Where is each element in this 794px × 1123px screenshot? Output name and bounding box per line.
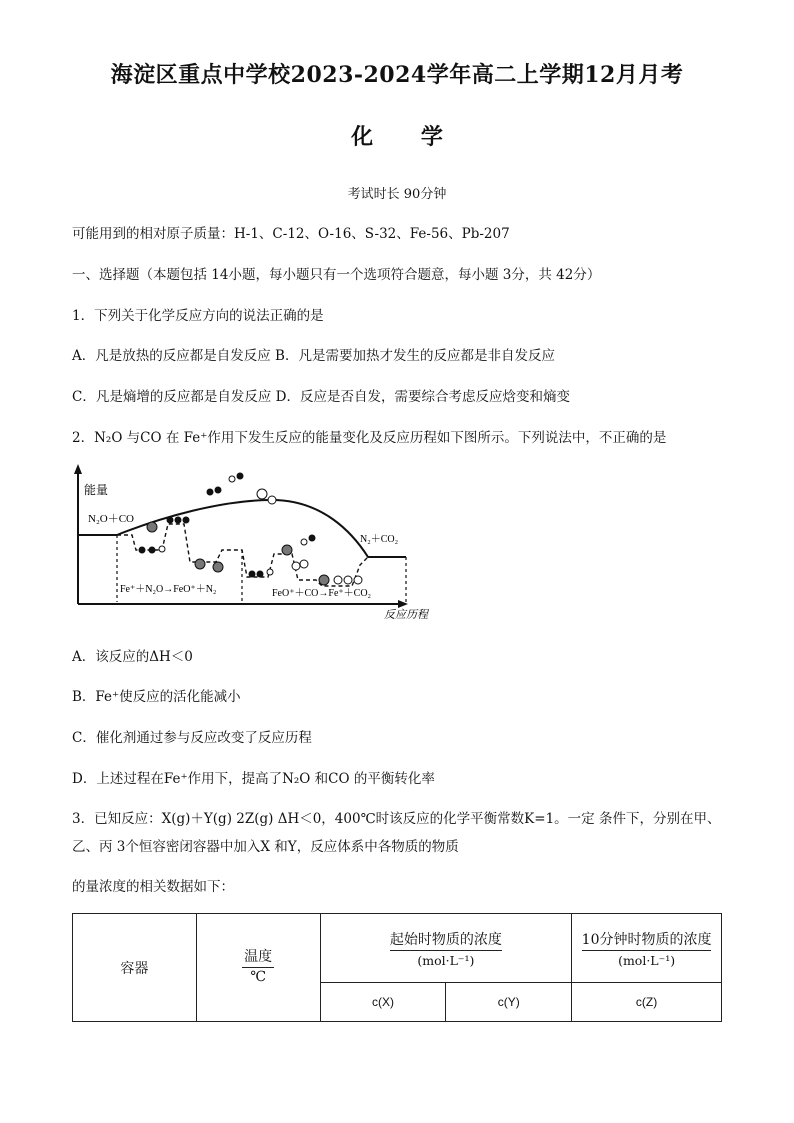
q3-stem-line3: 的量浓度的相关数据如下：	[72, 879, 234, 895]
q3-data-table	[72, 913, 722, 1022]
x-axis-label: 反应历程	[384, 609, 428, 621]
initial-label: 起始时物质的浓度	[390, 932, 502, 951]
uncatalyzed-curve	[78, 500, 406, 557]
sub-cx: c(X)	[320, 983, 446, 1022]
exam-duration: 考试时长 90分钟	[347, 187, 447, 202]
exam-title: 海淀区重点中学校2023-2024学年高二上学期12月月考	[110, 62, 684, 88]
q1-stem: 1．下列关于化学反应方向的说法正确的是	[72, 308, 324, 324]
temp-unit: ℃	[250, 969, 266, 985]
q2-option-c: C．催化剂通过参与反应改变了反应历程	[72, 730, 312, 746]
temp-label: 温度	[242, 950, 274, 968]
q2-option-b: B．Fe⁺使反应的活化能减小	[72, 689, 241, 705]
10min-unit: (mol·L⁻¹)	[618, 952, 676, 968]
q2-stem: 2．N₂O 与CO 在 Fe⁺作用下发生反应的能量变化及反应历程如下图所示。下列说法中，不正确的是	[72, 430, 667, 446]
q2-option-d: D．上述过程在Fe⁺作用下，提高了N₂O 和CO 的平衡转化率	[72, 771, 435, 787]
molecule-glyphs	[139, 473, 362, 585]
col-10min-header	[572, 914, 722, 983]
col-container-header: 容器	[73, 914, 197, 1022]
y-axis-label: 能量	[84, 483, 109, 497]
col-temp-header	[196, 914, 320, 1022]
sub-cy: c(Y)	[446, 983, 572, 1022]
q3-stem-line2: 乙、丙 3个恒容密闭容器中加入X 和Y，反应体系中各物质的物质	[72, 839, 459, 855]
initial-unit: (mol·L⁻¹)	[417, 952, 475, 968]
products-label: N₂＋CO₂	[360, 534, 399, 545]
10min-label: 10分钟时物质的浓度	[582, 932, 712, 951]
q3-stem-line1: 3．已知反应：X(g)＋Y(g) 2Z(g) ΔH＜0，400℃时该反应的化学平衡常数K=1。一定 条件下，分别在甲、	[72, 811, 721, 827]
q1-options-ab: A．凡是放热的反应都是自发反应 B．凡是需要加热才发生的反应都是非自发反应	[72, 348, 555, 364]
step1-label: Fe⁺＋N₂O→FeO⁺＋N₂	[120, 584, 217, 595]
exam-subject: 化 学	[351, 124, 443, 150]
atomic-mass-line: 可能用到的相对原子质量：H-1、C-12、O-16、S-32、Fe-56、Pb-207	[72, 226, 510, 242]
reactants-label: N₂O＋CO	[88, 513, 135, 525]
section1-heading: 一、选择题（本题包括 14小题，每小题只有一个选项符合题意，每小题 3分，共 42分）	[72, 267, 601, 283]
sub-cz: c(Z)	[572, 983, 722, 1022]
energy-profile-diagram	[72, 462, 452, 622]
q1-options-cd: C．凡是熵增的反应都是自发反应 D．反应是否自发，需要综合考虑反应焓变和熵变	[72, 389, 570, 405]
q2-option-a: A．该反应的ΔH＜0	[72, 649, 193, 665]
step2-label: FeO⁺＋CO→Fe⁺＋CO₂	[272, 588, 372, 599]
col-initial-header	[320, 914, 572, 983]
